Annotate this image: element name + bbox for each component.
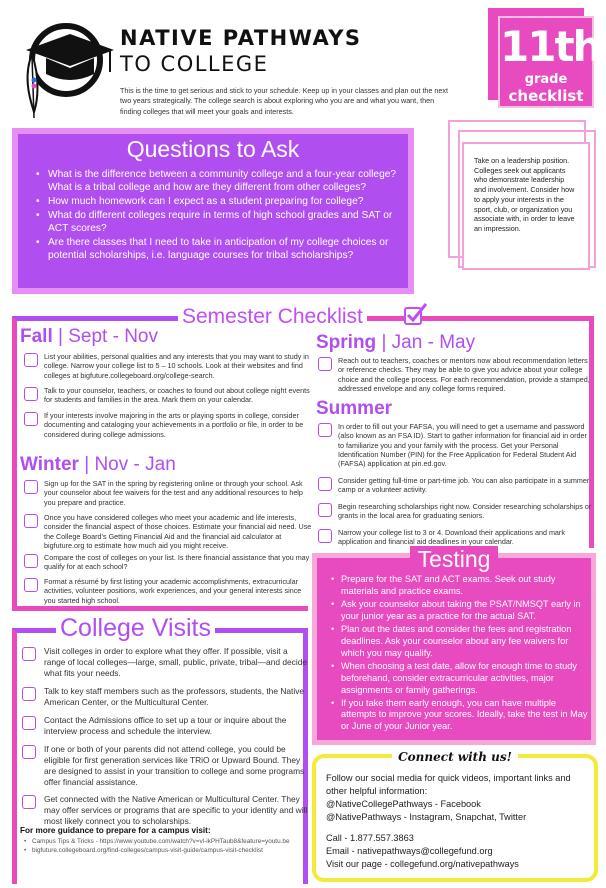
- leadership-text: Take on a leadership position. Colleges seek out applicants who demonstrate leadership and involvement. Consider how to apply your interests in the sport, club, or organization you associate with, in order to leave an impression.: [474, 156, 575, 234]
- fall-name: Fall: [20, 326, 53, 347]
- checkbox[interactable]: [24, 353, 38, 367]
- checklist-item-text: Visit colleges in order to explore what they offer. If possible, visit a range of local colleges—large, small, public, private, tribal—and decide what fits your needs.: [44, 646, 308, 678]
- checklist-item-text: Reach out to teachers, coaches or mentors now about recommendation letters or reference checks. They may be able to give you advice about your college choice and the college process. For each recommendation, provide a stamped, addressed envelope and any college forms required.: [338, 356, 590, 394]
- checklist-item: [22, 715, 308, 737]
- checklist-item: [318, 528, 594, 548]
- testing-item: • Prepare for the SAT and ACT exams. Seek out study materials and practice exams.: [331, 574, 593, 598]
- connect-panel: [312, 750, 598, 882]
- email-address[interactable]: Email - nativepathways@collegefund.org: [326, 846, 493, 857]
- checkbox[interactable]: [22, 745, 36, 759]
- checkbox[interactable]: [22, 687, 36, 701]
- brand-title-line2: TO COLLEGE: [120, 52, 269, 76]
- grade-number: 11th: [500, 22, 601, 71]
- checklist-item-text: Consider getting full-time or part-time job. You can also participate in a summer camp or a volunteer activity.: [338, 476, 590, 495]
- intro-paragraph: This is the time to get serious and stick to your schedule. Keep up in your classes and plan out the next two years strategically. The college search is about exploring who you are and what you want, then finding colleges that will meet your goals and interests.: [120, 86, 449, 116]
- spring-heading: Spring | Jan - May: [316, 332, 476, 353]
- checklist-item-text: Get connected with the Native American or Multicultural Center. They may offer services or programs that are specific to your identity and will most likely connect you to scholarships.: [44, 794, 308, 826]
- checkbox[interactable]: [24, 387, 38, 401]
- graduation-cap-feather-logo: [18, 14, 118, 124]
- question-item: • Are there classes that I need to take in anticipation of my college choices or potential scholarships, i.e. language courses for tribal scholarships?: [36, 236, 408, 262]
- checklist-item: [22, 646, 308, 680]
- checkbox[interactable]: [22, 795, 36, 809]
- checklist-item: [22, 686, 308, 708]
- checklist-item-text: Once you have considered colleges who meet your academic and life interests, consider the financial aspect of those choices. Estimate your financial aid need. Use the College Board’s Getting Financial Aid and the financial aid calculator at bigfuture.org to estimate how much aid you might receive.: [44, 513, 312, 551]
- checklist-item-text: Talk to your counselor, teachers, or coaches to found out about college night events for students and families in the area. Mark them on your calendar.: [44, 386, 310, 405]
- checkbox-checked-icon: [402, 301, 428, 327]
- social-handles[interactable]: @NativePathways - Instagram, Snapchat, Twitter: [326, 812, 527, 823]
- winter-period: Nov - Jan: [94, 454, 176, 475]
- checklist-item: [24, 553, 314, 575]
- question-item: • How much homework can I expect as a student preparing for college?: [36, 195, 408, 208]
- fall-period: Sept - Nov: [68, 326, 158, 347]
- checkbox[interactable]: [24, 578, 38, 592]
- checkbox[interactable]: [318, 477, 332, 491]
- question-item: • What do different colleges require in terms of high school grades and SAT or ACT scores?: [36, 209, 408, 235]
- checkbox[interactable]: [22, 647, 36, 661]
- guidance-link[interactable]: • bigfuture.collegeboard.org/find-colleges/campus-visit-guide/campus-visit-checklist: [24, 847, 304, 855]
- winter-name: Winter: [20, 454, 79, 475]
- checklist-item: [24, 352, 314, 382]
- checklist-item-text: Sign up for the SAT in the spring by registering online or through your school. Ask your counselor about fee waivers for the test and any additional resources to help you prepare and practice.: [44, 479, 303, 507]
- connect-title: Connect with us!: [392, 750, 518, 764]
- checkbox[interactable]: [24, 514, 38, 528]
- checklist-item: [22, 794, 308, 826]
- questions-title: Questions to Ask: [126, 136, 300, 162]
- checklist-item-text: Narrow your college list to 3 or 4. Download their applications and mark application and financial aid deadlines in your calendar.: [338, 528, 565, 547]
- checkbox[interactable]: [318, 503, 332, 517]
- checklist-item-text: In order to fill out your FAFSA, you will need to get a username and password (also known as an FSA ID). Start to gather information for financial aid in order to familiarize you and your family with the process. Get your Personal Identification Number (PIN) for the Free Application for Federal Student Aid (FAFSA) application at pin.ed.gov.: [338, 422, 587, 469]
- checkbox[interactable]: [24, 412, 38, 426]
- website-link[interactable]: Visit our page - collegefund.org/nativepathways: [326, 859, 519, 870]
- grade-word: grade: [524, 72, 568, 87]
- checklist-item: [318, 502, 594, 522]
- summer-name: Summer: [316, 398, 393, 419]
- checklist-item-text: If one or both of your parents did not attend college, you could be eligible for first generation services like TRiO or Upward Bound. They are designed to assist in your transition to college and some programs offer financial assistance.: [44, 744, 305, 787]
- testing-list: [331, 574, 593, 734]
- phone-number[interactable]: Call - 1.877.557.3863: [326, 833, 414, 844]
- questions-panel: [12, 128, 414, 294]
- guidance-links: [24, 838, 304, 856]
- checklist-item-text: List your abilities, personal qualities and any interests that you may want to study in college. Narrow your college list to 5 – 10 schools. Look at their websites and find colleges at bigfuture.collegeboard.org/college-search.: [44, 352, 309, 380]
- checkbox[interactable]: [318, 423, 332, 437]
- checkbox[interactable]: [318, 529, 332, 543]
- checklist-item: [318, 476, 594, 496]
- checklist-item: [24, 513, 314, 551]
- checklist-item: [22, 744, 308, 788]
- spring-period: Jan - May: [391, 332, 476, 353]
- checklist-item: [24, 386, 314, 408]
- question-item: • What is the difference between a community college and a four-year college? What is a tribal college and how are they different from other colleges?: [36, 168, 408, 194]
- checklist-item-text: Compare the cost of colleges on your list. Is there financial assistance that you may qualify for at each school?: [44, 553, 310, 572]
- checklist-item-text: Format a résumé by first listing your academic accomplishments, extracurricular activities, volunteer positions, work experiences, and your general interests since you started high school.: [44, 577, 302, 605]
- checkbox[interactable]: [318, 357, 332, 371]
- summer-heading: [316, 398, 392, 420]
- spring-name: Spring: [316, 332, 377, 353]
- checklist-item-text: Contact the Admissions office to set up a tour or inquire about the interview process and schedule the interview.: [44, 715, 287, 736]
- checklist-item: [24, 577, 314, 607]
- testing-panel: [312, 546, 596, 745]
- checkbox[interactable]: [22, 716, 36, 730]
- checklist-item: [318, 422, 594, 470]
- testing-item: • If you take them early enough, you can have multiple attempts to improve your scores. Ideally, take the test in May or June of your Junior year.: [331, 698, 593, 734]
- guidance-link[interactable]: • Campus Tips & Tricks - https://www.youtube.com/watch?v=vl-ikPHTaub8&feature=youtu.be: [24, 838, 304, 846]
- guidance-heading: For more guidance to prepare for a campus visit:: [20, 826, 211, 835]
- semester-checklist-title: Semester Checklist: [178, 305, 367, 329]
- visits-title: College Visits: [56, 614, 215, 643]
- checklist-word: checklist: [508, 87, 584, 105]
- connect-info: [326, 772, 592, 871]
- testing-item: • Ask your counselor about taking the PSAT/NMSQT early in your junior year as a practice for the actual SAT.: [331, 599, 593, 623]
- checklist-item: [24, 479, 314, 509]
- testing-title: Testing: [410, 546, 499, 572]
- brand-title-line1: NATIVE PATHWAYS: [120, 26, 362, 50]
- checklist-item-text: Begin researching scholarships right now. Consider researching scholarships or grants in the local area for graduating seniors.: [338, 502, 592, 521]
- facebook-handle[interactable]: @NativeCollegePathways - Facebook: [326, 799, 481, 810]
- fall-heading: Fall | Sept - Nov: [20, 326, 158, 347]
- winter-heading: Winter | Nov - Jan: [20, 454, 176, 475]
- checkbox[interactable]: [24, 554, 38, 568]
- checklist-item: [24, 411, 314, 441]
- connect-intro-line2: other helpful information:: [326, 786, 428, 797]
- questions-list: [36, 168, 408, 263]
- testing-item: • When choosing a test date, allow for enough time to study beforehand, consider extracurricular activities, major assignments or family gatherings.: [331, 661, 593, 697]
- grade-badge: [488, 8, 601, 108]
- testing-item: • Plan out the dates and consider the fees and registration deadlines. Ask your counselor about any fee waivers for which you may qualify.: [331, 624, 593, 660]
- checkbox[interactable]: [24, 480, 38, 494]
- checklist-item: [318, 356, 594, 396]
- checklist-item-text: If your interests involve majoring in the arts or playing sports in college, consider documenting and cataloging your achievements in a portfolio or file, in order to be considered during college admissions.: [44, 411, 304, 439]
- checklist-item-text: Talk to key staff members such as the professors, students, the Native American Center, or the Multicultural Center.: [44, 686, 305, 707]
- connect-intro-line1: Follow our social media for quick videos, important links and: [326, 773, 571, 783]
